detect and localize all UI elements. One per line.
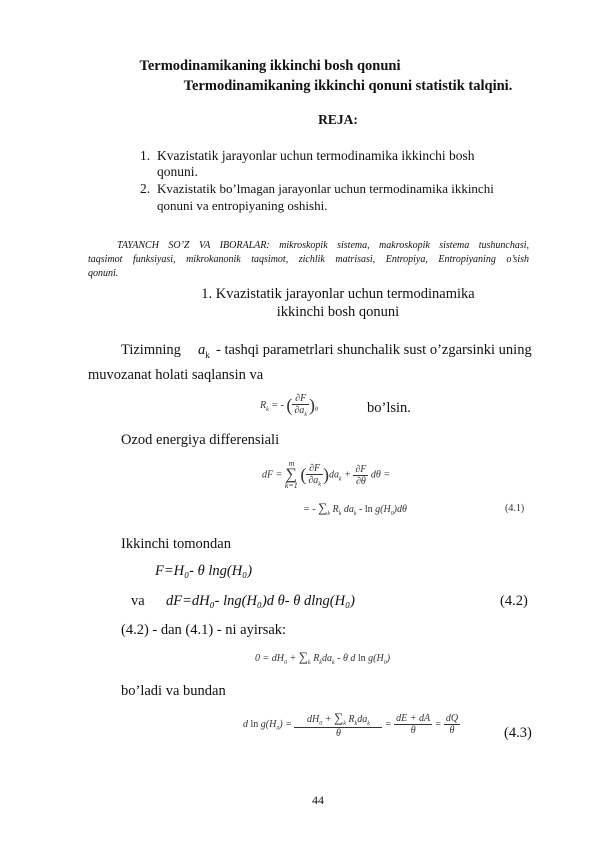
paragraph-1-start: Tizimning [121, 342, 181, 358]
param-symbol: $a_k$ [198, 342, 210, 360]
reja-item-2-line-2: qonuni va entropiyaning oshishi. [157, 198, 328, 213]
paragraph-1-end: bo’lsin. [367, 400, 411, 416]
reja-item-2-number: 2. [140, 181, 151, 196]
formula-subtracted: $0 = dH_0 + \sum_k$ $R_kda_k$ - θ d $\ln g(H_0)$ [255, 649, 391, 666]
paragraph-4: bo’ladi va bundan [121, 683, 226, 699]
keywords-line-3: qonuni. [88, 268, 119, 279]
va-word: va [131, 593, 145, 609]
paragraph-3: Ikkinchi tomondan [121, 536, 231, 552]
title-line-1: Termodinamikaning ikkinchi bosh qonuni [139, 58, 401, 74]
equation-label-4-3: (4.3) [504, 725, 532, 741]
paragraph-1-rest: - tashqi parametrlari shunchalik sust o’zgarsinki uning [216, 342, 532, 358]
paragraph-1-line-2: muvozanat holati saqlansin va [88, 367, 264, 383]
paragraph-2: Ozod energiya differensiali [121, 432, 280, 448]
formula-free-energy-differential: dF = m ∑ k=1 ( $\frac{\partial F}{\partial a_k}$ )$da_k$ + $\frac{\partial F}{\partial\theta}$ dθ = [262, 459, 391, 490]
keywords-line-2: taqsimot funksiyasi, mikrokanonik taqsimot, zichlik matrisasi, Entropiya, Entropiyaning o’sish [88, 254, 529, 265]
section-heading-line-2: ikkinchi bosh qonuni [276, 304, 400, 320]
page-number: 44 [312, 793, 324, 807]
reja-item-1-line-1: Kvazistatik jarayonlar uchun termodinamika ikkinchi bosh [157, 148, 475, 163]
title-line-2: Termodinamikaning ikkinchi qonuni statistik talqini. [183, 78, 513, 94]
formula-free-energy-differential-line-2: = - $\sum_k$ $R_k$ $da_k$ - $\ln g(H_0)d\theta$ [303, 500, 407, 517]
reja-item-1-line-2: qonuni. [157, 164, 198, 179]
formula-free-energy-diff-42: dF=dH₀- lng(H₀)d θ- θ dlng(H₀) [166, 593, 355, 609]
reja-item-2-line-1: Kvazistatik bo’lmagan jarayonlar uchun termodinamika ikkinchi [157, 181, 494, 196]
keywords-line-1: TAYANCH SO’Z VA IBORALAR: mikroskopik sistema, makroskopik sistema tushunchasi, [117, 240, 529, 251]
formula-reaction-force: $R_k$ = - ( $\frac{\partial F}{\partial a_k}$ )$_\theta$ [260, 393, 318, 418]
reja-heading: REJA: [318, 112, 358, 127]
formula-entropy-relation: d $\ln g(H_0)$ = $\frac{dH_0 + \sum_k R_kda_k}{\theta}$ = $\frac{dE + dA}{\theta}$ = $\frac{dQ}{\theta}$ [243, 710, 459, 739]
subtraction-sentence: (4.2) - dan (4.1) - ni ayirsak: [121, 622, 287, 638]
formula-free-energy: F=H₀- θ lng(H₀) [155, 563, 253, 579]
equation-label-4-1: (4.1) [505, 503, 525, 514]
section-heading-line-1: 1. Kvazistatik jarayonlar uchun termodinamika [201, 286, 475, 302]
equation-label-4-2: (4.2) [500, 593, 528, 609]
reja-item-1-number: 1. [140, 148, 151, 163]
